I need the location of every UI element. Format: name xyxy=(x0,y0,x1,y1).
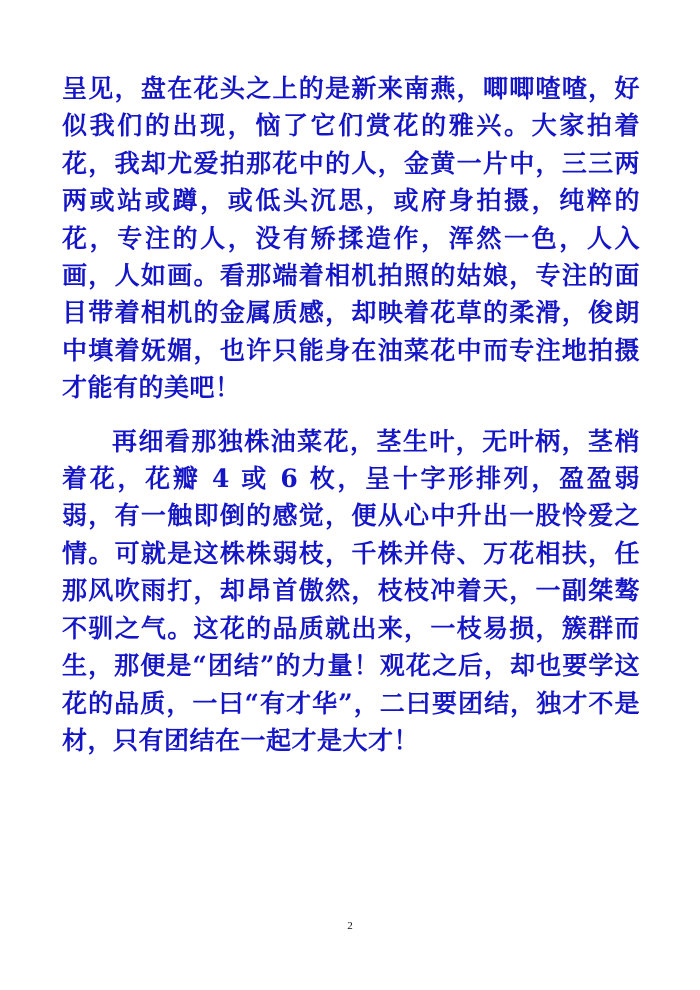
paragraph-1: 呈见，盘在花头之上的是新来南燕，唧唧喳喳，好似我们的出现，恼了它们赏花的雅兴。大家拍着花，我却尤爱拍那花中的人，金黄一片中，三三两两或站或蹲，或低头沉思，或府身拍摄，纯粹的花，专注的人，没有矫揉造作，浑然一色，人入画，人如画。看那端着相机拍照的姑娘，专注的面目带着相机的金属质感，却映着花草的柔滑，俊朗中填着妩媚，也许只能身在油菜花中而专注地拍摄才能有的美吧！ xyxy=(62,74,640,403)
body-text xyxy=(62,70,640,759)
page-number: 2 xyxy=(347,920,353,932)
paragraph-2: 再细看那独株油菜花，茎生叶，无叶柄，茎梢着花，花瓣 4 或 6 枚，呈十字形排列，盈盈弱弱，有一触即倒的感觉，便从心中升出一股怜爱之情。可就是这株株弱枝，千株并侍、万花相扶，任那风吹雨打，却昂首傲然，枝枝冲着天，一副桀骜不驯之气。这花的品质就出来，一枝易损，簇群而生，那便是“团结”的力量！观花之后，却也要学这花的品质，一曰“有才华”，二曰要团结，独才不是材，只有团结在一起才是大才！ xyxy=(62,426,640,755)
